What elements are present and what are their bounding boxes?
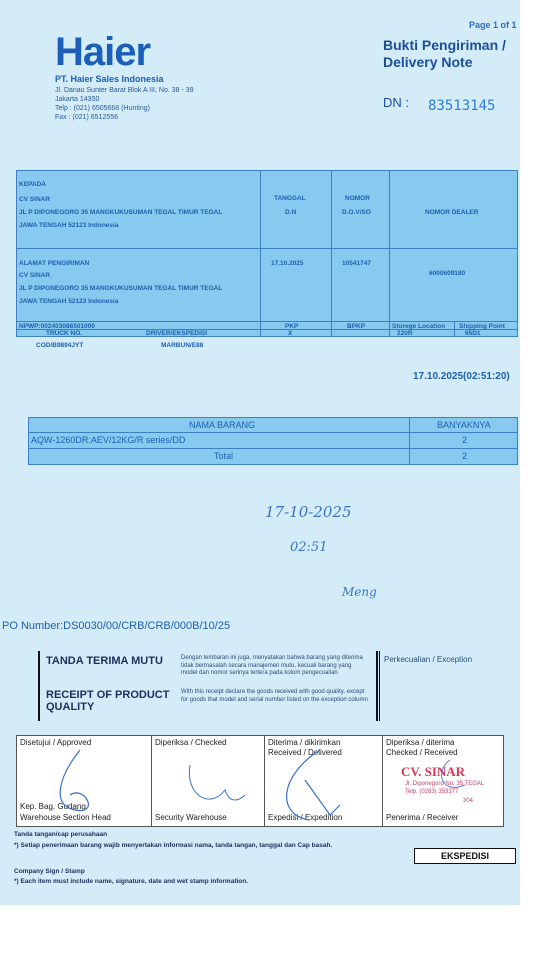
dn-column-label: D.N (285, 209, 297, 216)
receiver-role: Penerima / Receiver (386, 813, 459, 822)
address-line: Jakarta 14350 (55, 96, 100, 103)
pkp-value: X (288, 330, 293, 337)
quality-receipt-section (38, 651, 518, 727)
exception-box (379, 651, 518, 721)
kepada-name: CV SINAR (19, 196, 51, 203)
divider (409, 418, 410, 464)
column-header-item: NAMA BARANG (189, 420, 256, 430)
divider (331, 171, 332, 336)
divider (29, 432, 517, 433)
divider (454, 321, 455, 336)
handwritten-date: 17-10-2025 (265, 503, 352, 521)
item-qty: 2 (462, 435, 468, 445)
ekspedisi-copy-label: EKSPEDISI (414, 848, 516, 864)
address-line: Telp : (021) 6505668 (Hunting) (55, 105, 150, 112)
company-stamp-phone: Telp. (0283) 353377 (405, 789, 459, 795)
expedition-signature (287, 750, 340, 820)
haier-logo: Haier (55, 30, 151, 74)
driver-label: DRIVER/EKSPEDISI (146, 330, 208, 337)
dealer-label: NOMOR DEALER (425, 209, 479, 216)
shipping-point: 65D1 (465, 330, 481, 337)
delivery-info-table (16, 170, 518, 337)
divider (29, 448, 517, 449)
footer-note-id: *) Setiap penerimaan barang wajib menyertakan informasi nama, tanda tangan, tanggal dan Cap basah. (14, 842, 333, 849)
checked-label: Diperiksa / Checked (155, 738, 227, 747)
receiver-signature (442, 760, 465, 787)
truck-number: COD/B9894JYT (36, 342, 84, 349)
alamat-address-2: JAWA TENGAH 52123 Indonesia (19, 298, 119, 305)
alamat-address-1: JL P DIPONEGORO 35 MANGKUKUSUMAN TEGAL TIMUR TEGAL (19, 285, 223, 292)
title-line-1: Bukti Pengiriman / (383, 37, 506, 53)
storage-location-label: Storege Location (392, 323, 446, 330)
tanggal-label: TANGGAL (274, 195, 306, 202)
approved-role-2: Warehouse Section Head (20, 813, 111, 822)
checked-role: Security Warehouse (155, 813, 227, 822)
checked-received-label: Diperiksa / diterima (386, 738, 455, 747)
column-header-qty: BANYAKNYA (437, 420, 491, 430)
receipt-text-id: Dengan lembaran ini juga, menyatakan bahwa barang yang diterima tidak bermasalah secara manajemen mutu, kecuali barang yang model dan nomor serinya tertera pada kolom pengecualian (181, 655, 363, 676)
checked-signature (189, 765, 245, 800)
bpkp-label: BPKP (347, 323, 366, 330)
delivery-date: 17.10.2025 (271, 260, 304, 267)
divider (17, 321, 517, 322)
address-line: Jl. Danau Sunter Barat Blok A III, No. 38 - 39 (55, 87, 194, 94)
page-number: Page 1 of 1 (469, 20, 517, 30)
approved-signature (60, 750, 88, 811)
kepada-address-1: JL P DIPONEGORO 35 MANGKUKUSUMAN TEGAL TIMUR TEGAL (19, 209, 223, 216)
footer-note-en: *) Each item must include name, signature, date and wet stamp information. (14, 878, 249, 885)
dovso-label: D.O.V/SO (342, 209, 371, 216)
total-label: Total (214, 451, 234, 461)
print-timestamp: 17.10.2025(02:51:20) (413, 371, 510, 382)
receipt-title-id: TANDA TERIMA MUTU (46, 655, 163, 667)
address-line: Fax : (021) 6512556 (55, 114, 119, 121)
received-label-2: Received / Delivered (268, 748, 342, 757)
sign-label-id: Tanda tangan/cap perusahaan (14, 831, 108, 838)
po-number: PO Number:DS0030/00/CRB/CRB/000B/10/25 (2, 620, 231, 632)
sign-label-en: Company Sign / Stamp (14, 868, 85, 875)
approved-role-1: Kep. Bag. Gudang (20, 802, 86, 811)
storage-location: 220R (397, 330, 413, 337)
driver-name: MARBUN/E88 (161, 342, 204, 349)
received-label: Diterima / dikirimkan (268, 738, 341, 747)
alamat-name: CV SINAR (19, 272, 51, 279)
pkp-label: PKP (285, 323, 299, 330)
kepada-address-2: JAWA TENGAH 52123 Indonesia (19, 222, 119, 229)
truck-row (16, 330, 516, 352)
company-name: PT. Haier Sales Indonesia (55, 74, 164, 84)
approved-label: Disetujui / Approved (20, 738, 92, 747)
items-table (28, 417, 518, 465)
nomor-label: NOMOR (345, 195, 370, 202)
truck-label: TRUCK NO. (46, 330, 83, 337)
divider (17, 248, 517, 249)
title-line-2: Delivery Note (383, 54, 473, 70)
company-stamp-number: 304 (463, 798, 474, 804)
divider (260, 171, 261, 336)
signature-scribbles (40, 745, 510, 825)
receipt-title-en: RECEIPT OF PRODUCT QUALITY (46, 689, 170, 713)
company-address (55, 86, 194, 122)
alamat-label: ALAMAT PENGIRIMAN (19, 260, 90, 267)
shipping-point-label: Shipping Point (459, 323, 505, 330)
dn-label: DN : (383, 95, 409, 110)
divider (389, 171, 390, 336)
received-role: Expedisi / Expedition (268, 813, 343, 822)
document-title (383, 37, 506, 71)
dn-number: 83513145 (428, 98, 496, 114)
handwritten-time: 02:51 (290, 540, 328, 555)
exception-label: Perkecualian / Exception (384, 655, 473, 664)
receipt-text-en: With this receipt declare the goods received with good quality, except for goods that model and serial number listed on the exception column (181, 689, 368, 703)
checked-received-label-2: Checked / Received (386, 748, 458, 757)
company-stamp-address: Jl. Diponegoro No. 35 TEGAL (405, 781, 485, 787)
kepada-label: KEPADA (19, 181, 46, 188)
company-stamp-name: CV. SINAR (401, 764, 466, 779)
handwritten-signature: Meng (342, 585, 377, 599)
order-number: 10541747 (342, 260, 371, 267)
total-qty: 2 (462, 451, 468, 461)
npwp: NPWP:002403086501000 (19, 323, 95, 330)
item-name: AQW-1260DR:AEV/12KG/R series/DD (31, 435, 186, 445)
dealer-number: 6000609180 (429, 270, 466, 277)
